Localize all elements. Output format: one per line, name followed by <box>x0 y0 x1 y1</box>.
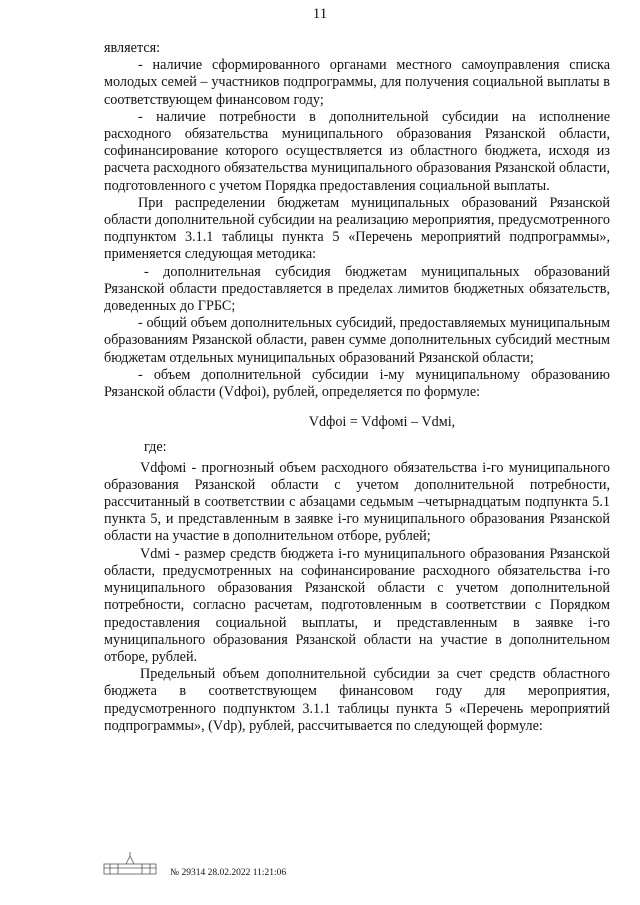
paragraph: - наличие сформированного органами местного самоуправления списка молодых семей – участников подпрограммы, для получения социальной выплаты в соответствующем финансовом году; <box>104 57 610 108</box>
document-body <box>104 40 610 735</box>
building-logo-icon <box>100 850 160 878</box>
paragraph: - общий объем дополнительных субсидий, предоставляемых муниципальным образованиям Рязанской области, равен сумме дополнительных субсидий местным бюджетам отдельных муниципальных образований Рязанской области; <box>104 315 610 366</box>
definition: Vdфомi - прогнозный объем расходного обязательства i-го муниципального образования Рязанской области с учетом дополнительной потребности, рассчитанный в соответствии с абзацами седьмым –четырнадцатым подпункта 5.1 пункта 5, и представленным в заявке i-го муниципального образования Рязанской области на участие в дополнительном отборе, рублей; <box>104 459 610 545</box>
paragraph: - объем дополнительной субсидии i-му муниципальному образованию Рязанской области (Vdфоi), рублей, определяется по формуле: <box>104 366 610 401</box>
formula: Vdфоi = Vdфомi – Vdмi, <box>308 414 456 431</box>
definition: Vdмi - размер средств бюджета i-го муниципального образования Рязанской области, предусмотренных на софинансирование расходного обязательства i-го муниципального образования Рязанской области с учетом дополнительной потребности, согласно расчетам, подготовленным в соответствии с Порядком предоставления социальной выплаты, и представленным в заявке i-го муниципального образования Рязанской области на участие в дополнительном отборе, рублей. <box>104 545 610 665</box>
paragraph: Предельный объем дополнительной субсидии за счет средств областного бюджета в соответствующем финансовом году для мероприятия, предусмотренного подпунктом 3.1.1 таблицы пункта 5 «Перечень мероприятий подпрограммы», (Vdp), рублей, рассчитывается по следующей формуле: <box>104 666 610 734</box>
where-label: где: <box>144 439 167 456</box>
page-number: 11 <box>312 6 328 22</box>
paragraph: - наличие потребности в дополнительной субсидии на исполнение расходного обязательства муниципального образования Рязанской области, софинансирование которого осуществляется из областного бюджета, исходя из расчета расходного обязательства муниципального образования Рязанской области, подготовленного с учетом Порядка предоставления социальной выплаты. <box>104 108 610 194</box>
paragraph: - дополнительная субсидия бюджетам муниципальных образований Рязанской области предоставляется в пределах лимитов бюджетных обязательств, доведенных до ГРБС; <box>104 263 610 315</box>
paragraph: При распределении бюджетам муниципальных образований Рязанской области дополнительной субсидии на реализацию мероприятия, предусмотренного подпунктом 3.1.1 таблицы пункта 5 «Перечень мероприятий подпрограммы», применяется следующая методика: <box>104 194 610 263</box>
registration-stamp: № 29314 28.02.2022 11:21:06 <box>170 868 287 878</box>
paragraph: является: <box>104 40 161 56</box>
